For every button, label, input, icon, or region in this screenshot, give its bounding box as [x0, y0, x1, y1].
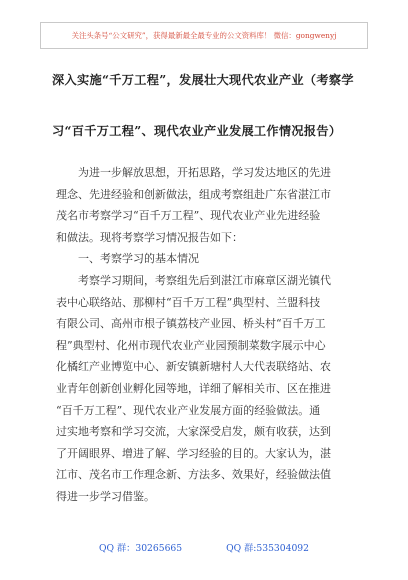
body-line: 有限公司、高州市根子镇荔枝产业园、桥头村“百千万工 — [56, 317, 326, 331]
body-line: 了开阔眼界、增进了解、学习经验的目的。大家认为，湛 — [56, 446, 331, 460]
body-line: 化橘红产业博览中心、新安镇新塘村人大代表联络站、农 — [56, 360, 331, 374]
body-line: 理念、先进经验和创新做法，组成考察组赴广东省湛江市 — [56, 187, 331, 201]
body-line: 程”典型村、化州市现代农业产业园预制菜数字展示中心 — [56, 338, 326, 352]
footer — [0, 540, 408, 554]
document-title-line-1: 深入实施“千万工程”，发展壮大现代农业产业（考察学 — [52, 73, 354, 87]
body-line: 和做法。现将考察学习情况报告如下： — [56, 230, 243, 244]
body-line: 过实地考察和学习交流，大家深受启发，颇有收获，达到 — [56, 425, 331, 439]
body-line: 为进一步解放思想，开拓思路，学习发达地区的先进 — [78, 166, 331, 179]
footer-qq-group-2: QQ 群:535304092 — [226, 543, 309, 554]
footer-qq-group-1: QQ 群：30265665 — [98, 543, 183, 554]
header-notice-box — [40, 22, 368, 49]
document-body — [56, 162, 356, 508]
body-line: 得进一步学习借鉴。 — [56, 489, 155, 503]
document-title-line-2: 习“百千万工程”、现代农业产业发展工作情况报告） — [52, 124, 342, 138]
body-line: 考察学习期间，考察组先后到湛江市麻章区湖光镇代 — [78, 273, 331, 287]
body-line: 江市、茂名市工作理念新、方法多、效果好，经验做法值 — [56, 468, 331, 482]
body-line: 业青年创新创业孵化园等地，详细了解相关市、区在推进 — [56, 381, 331, 395]
header-notice-text: 关注头条号“公文研究”，获得最新最全最专业的公文资料库！ 微信：gongwenyj — [71, 31, 337, 40]
body-line: 一、考察学习的基本情况 — [78, 252, 199, 266]
body-line: 茂名市考察学习“百千万工程”、现代农业产业先进经验 — [56, 209, 321, 223]
body-line: 表中心联络站、那柳村“百千万工程”典型村、兰盟科技 — [56, 295, 321, 309]
body-line: “百千万工程”、现代农业产业发展方面的经验做法。通 — [56, 403, 321, 417]
